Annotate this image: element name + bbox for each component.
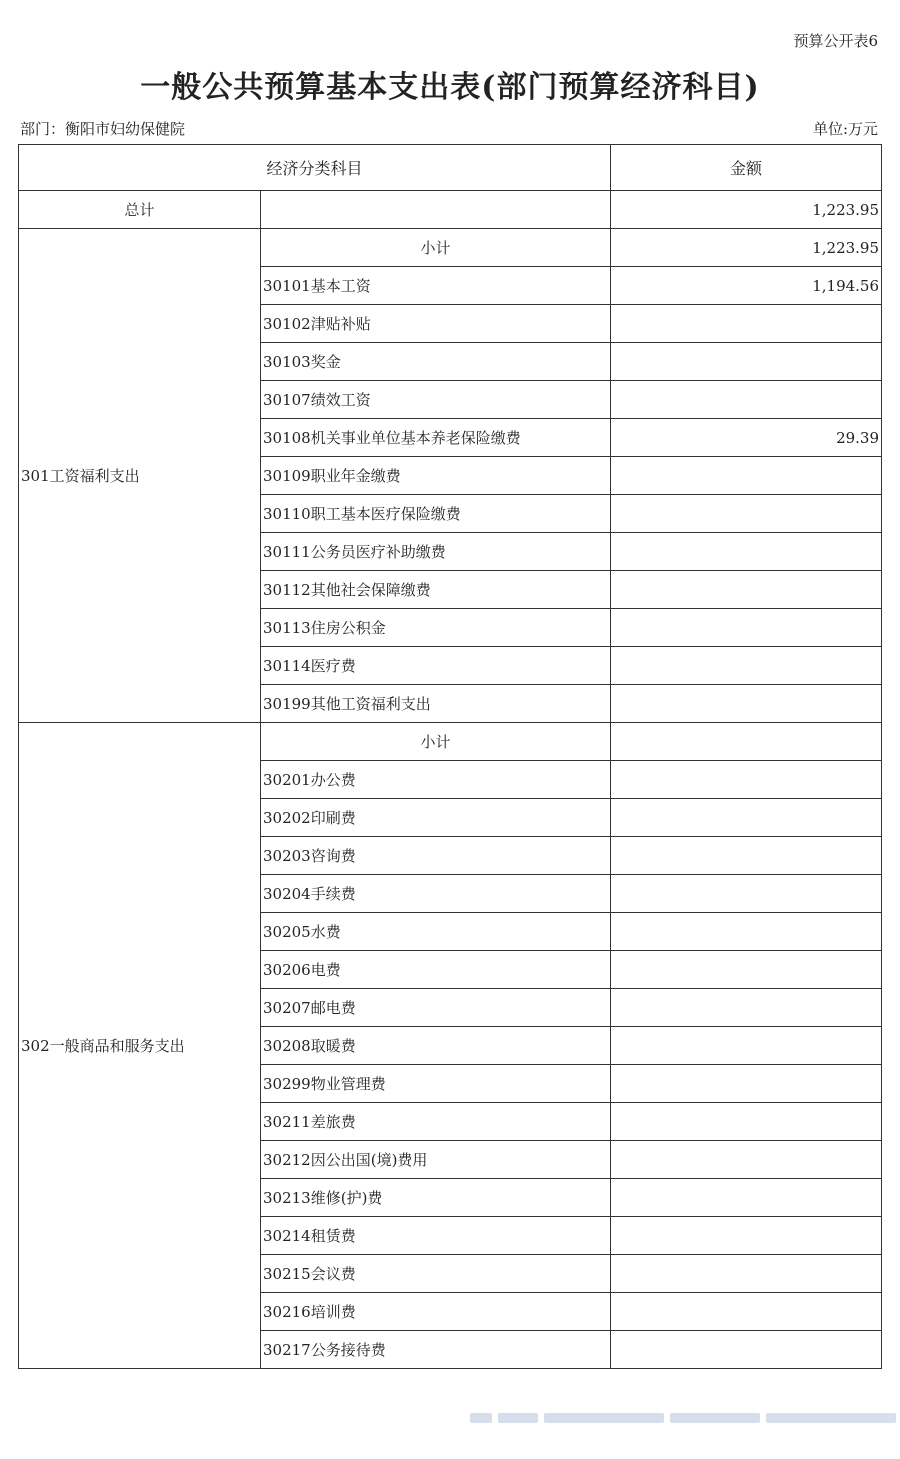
item-label: 30203咨询费 <box>261 837 611 875</box>
item-amount <box>611 305 882 343</box>
subtotal-amount <box>611 723 882 761</box>
header-category: 经济分类科目 <box>19 145 611 191</box>
item-label: 30214租赁费 <box>261 1217 611 1255</box>
item-label: 30109职业年金缴费 <box>261 457 611 495</box>
item-label: 30111公务员医疗补助缴费 <box>261 533 611 571</box>
table-header-row <box>19 145 882 191</box>
department-label: 部门：衡阳市妇幼保健院 <box>20 120 186 138</box>
item-label: 30208取暖费 <box>261 1027 611 1065</box>
item-amount <box>611 1141 882 1179</box>
item-amount <box>611 837 882 875</box>
budget-table <box>18 144 882 1369</box>
item-amount: 29.39 <box>611 419 882 457</box>
item-amount <box>611 913 882 951</box>
item-amount <box>611 1065 882 1103</box>
total-label: 总计 <box>19 191 261 229</box>
total-row <box>19 191 882 229</box>
subtotal-row <box>19 229 882 267</box>
item-label: 30217公务接待费 <box>261 1331 611 1369</box>
item-label: 30204手续费 <box>261 875 611 913</box>
item-label: 30206电费 <box>261 951 611 989</box>
item-amount <box>611 495 882 533</box>
item-amount <box>611 875 882 913</box>
item-label: 30213维修(护)费 <box>261 1179 611 1217</box>
item-amount <box>611 1103 882 1141</box>
item-amount <box>611 951 882 989</box>
item-amount <box>611 381 882 419</box>
item-label: 30215会议费 <box>261 1255 611 1293</box>
subtotal-label: 小计 <box>261 229 611 267</box>
item-label: 30202印刷费 <box>261 799 611 837</box>
item-label: 30299物业管理费 <box>261 1065 611 1103</box>
item-label: 30199其他工资福利支出 <box>261 685 611 723</box>
subtotal-row <box>19 723 882 761</box>
watermark-block <box>766 1413 896 1423</box>
item-label: 30205水费 <box>261 913 611 951</box>
item-label: 30101基本工资 <box>261 267 611 305</box>
item-label: 30207邮电费 <box>261 989 611 1027</box>
item-amount <box>611 989 882 1027</box>
item-amount: 1,194.56 <box>611 267 882 305</box>
item-amount <box>611 533 882 571</box>
header-amount: 金额 <box>611 145 882 191</box>
group-name: 302一般商品和服务支出 <box>19 723 261 1369</box>
watermark-block <box>544 1413 664 1423</box>
item-amount <box>611 685 882 723</box>
page-title: 一般公共预算基本支出表(部门预算经济科目) <box>140 70 760 105</box>
item-amount <box>611 1293 882 1331</box>
unit-label: 单位:万元 <box>812 120 878 138</box>
item-label: 30113住房公积金 <box>261 609 611 647</box>
item-label: 30201办公费 <box>261 761 611 799</box>
item-amount <box>611 761 882 799</box>
item-label: 30107绩效工资 <box>261 381 611 419</box>
item-amount <box>611 647 882 685</box>
item-label: 30216培训费 <box>261 1293 611 1331</box>
group-name: 301工资福利支出 <box>19 229 261 723</box>
item-amount <box>611 571 882 609</box>
item-amount <box>611 1217 882 1255</box>
item-label: 30103奖金 <box>261 343 611 381</box>
item-amount <box>611 1027 882 1065</box>
item-label: 30112其他社会保障缴费 <box>261 571 611 609</box>
watermark-block <box>670 1413 760 1423</box>
item-amount <box>611 1255 882 1293</box>
item-amount <box>611 343 882 381</box>
subtotal-amount: 1,223.95 <box>611 229 882 267</box>
item-label: 30108机关事业单位基本养老保险缴费 <box>261 419 611 457</box>
item-label: 30102津贴补贴 <box>261 305 611 343</box>
watermark-block <box>498 1413 538 1423</box>
item-amount <box>611 1179 882 1217</box>
item-label: 30211差旅费 <box>261 1103 611 1141</box>
item-amount <box>611 457 882 495</box>
watermark-block <box>470 1413 492 1423</box>
total-empty-cell <box>261 191 611 229</box>
form-number: 预算公开表6 <box>793 32 878 50</box>
item-amount <box>611 609 882 647</box>
total-amount: 1,223.95 <box>611 191 882 229</box>
item-label: 30110职工基本医疗保险缴费 <box>261 495 611 533</box>
item-label: 30114医疗费 <box>261 647 611 685</box>
item-label: 30212因公出国(境)费用 <box>261 1141 611 1179</box>
subtotal-label: 小计 <box>261 723 611 761</box>
item-amount <box>611 1331 882 1369</box>
watermark-strip <box>470 1410 900 1426</box>
item-amount <box>611 799 882 837</box>
